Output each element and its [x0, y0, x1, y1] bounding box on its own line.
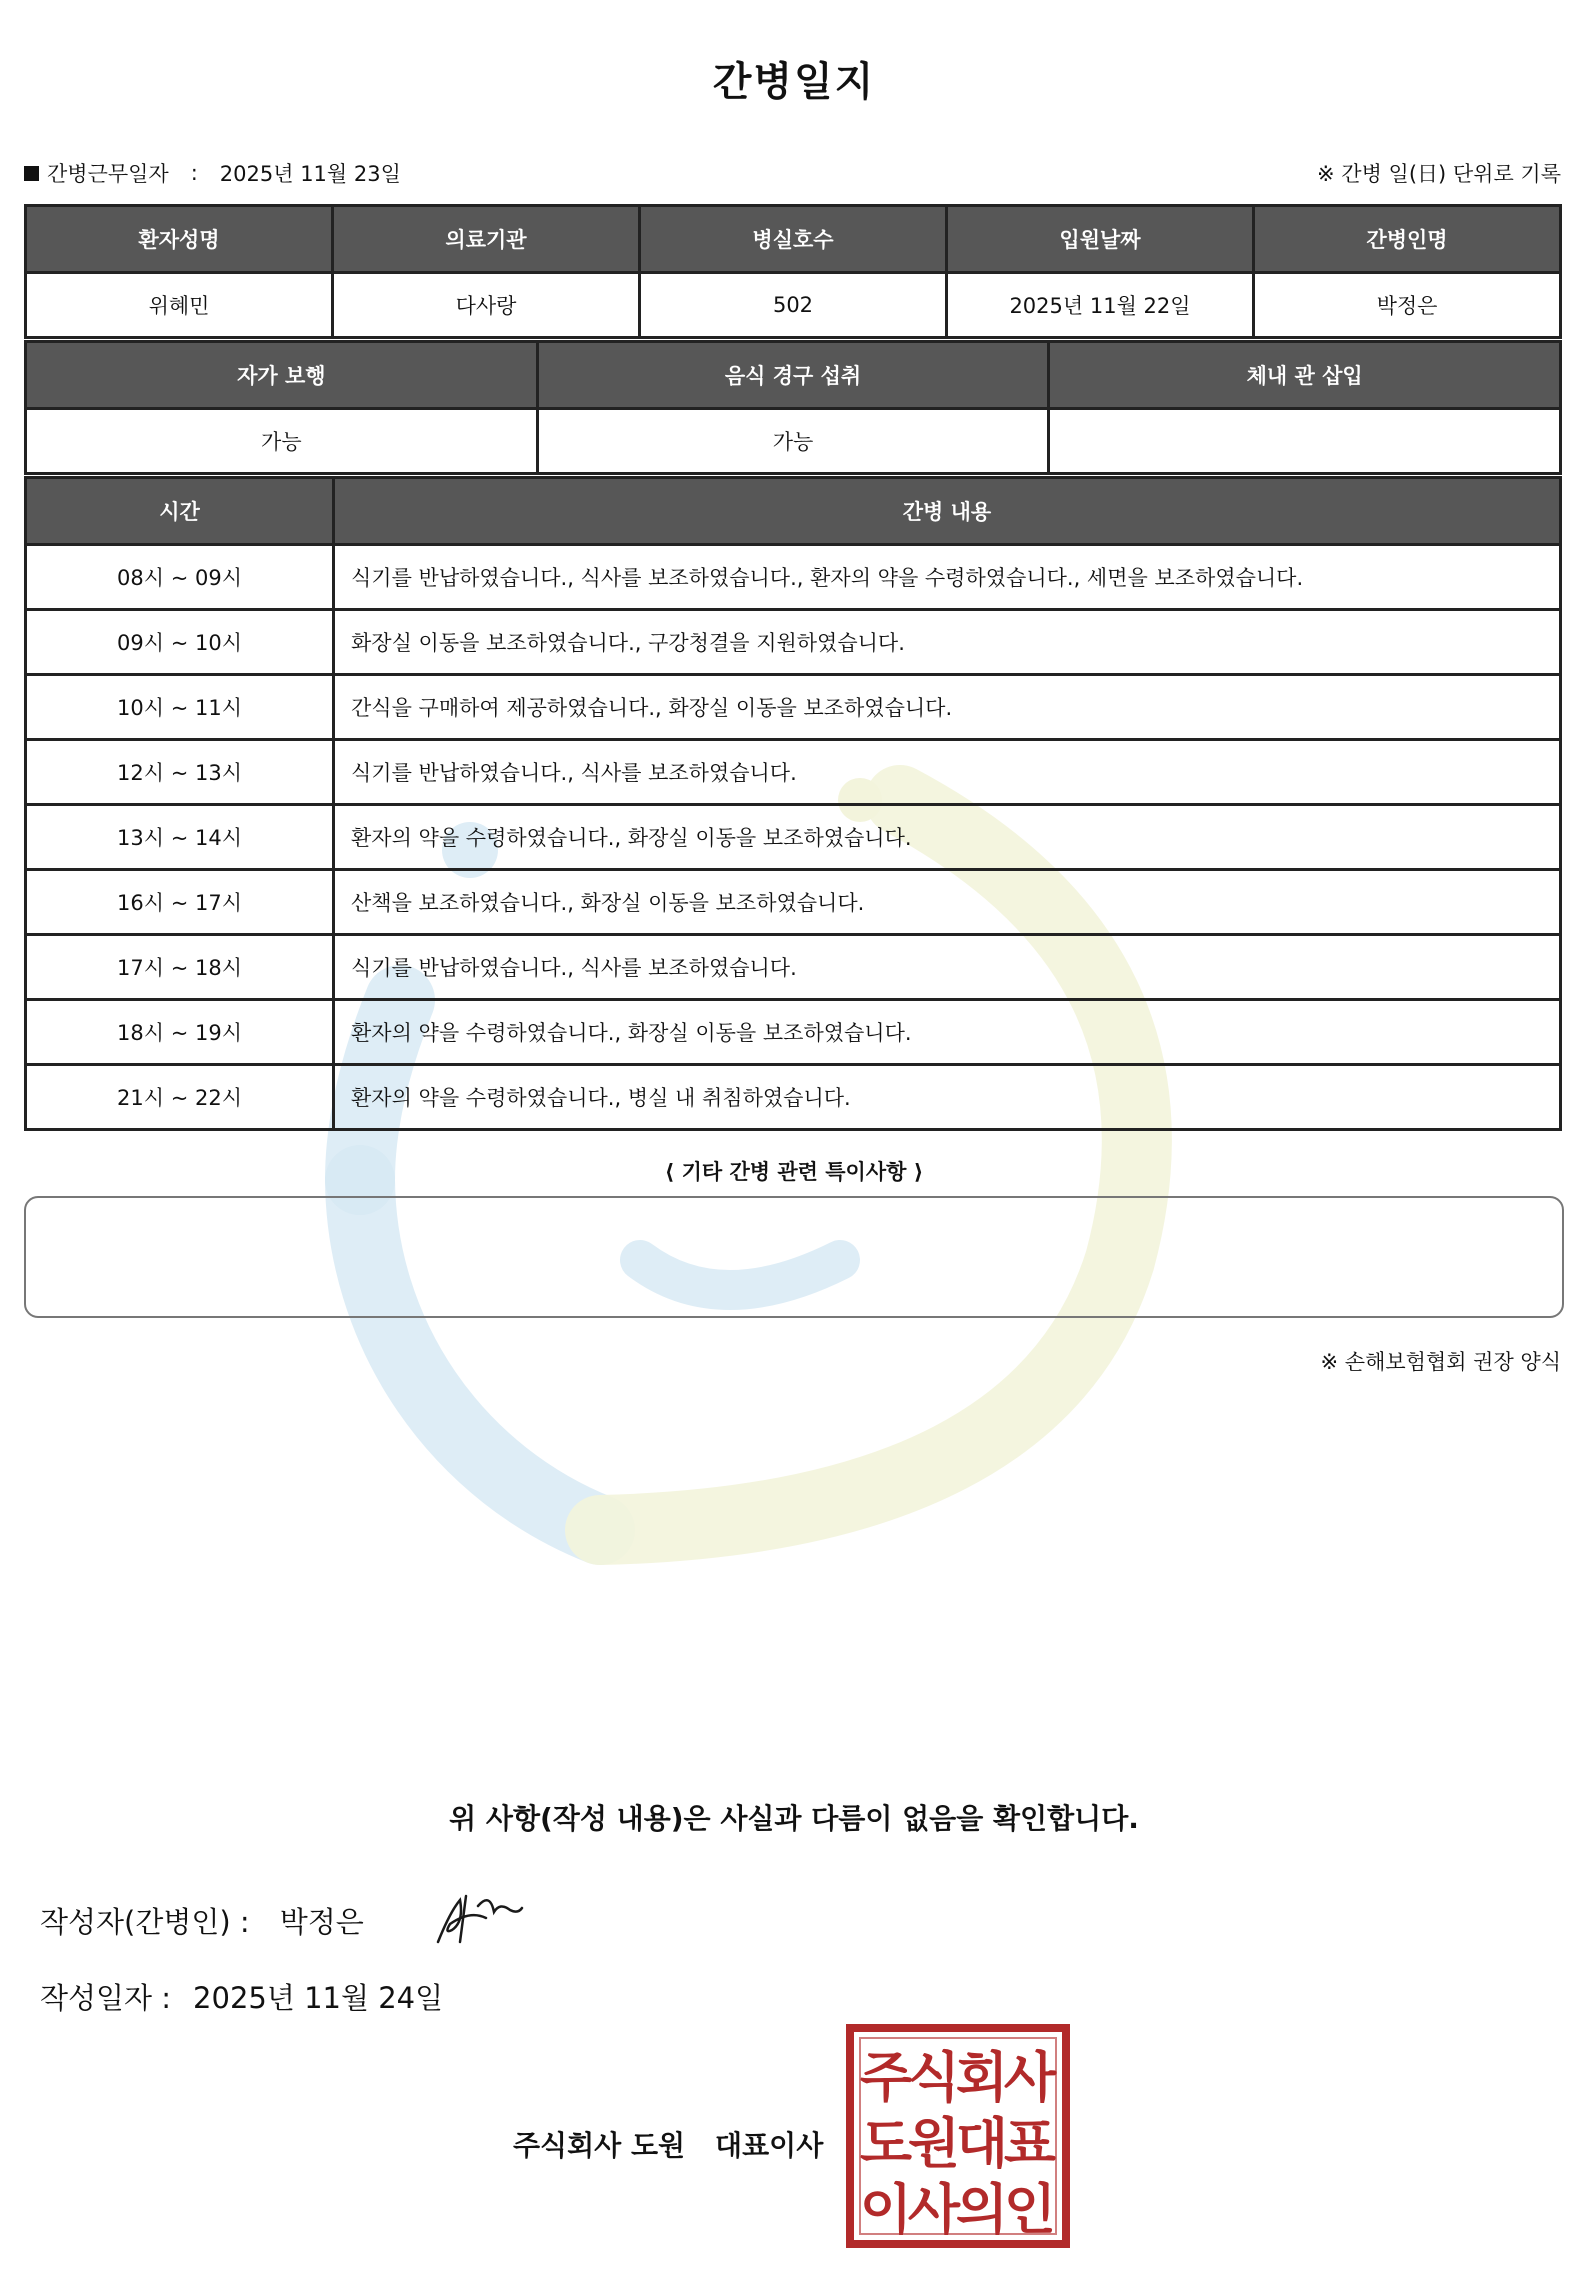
log-time: 09시 ~ 10시 — [26, 610, 334, 675]
special-notes-box — [24, 1196, 1564, 1318]
svg-text:주: 주 — [859, 2046, 913, 2109]
patient-header-row — [26, 206, 1561, 273]
svg-text:인: 인 — [1003, 2178, 1057, 2241]
table-row — [26, 805, 1561, 870]
svg-text:회: 회 — [955, 2046, 1009, 2109]
patient-status-table — [24, 340, 1562, 475]
log-time: 13시 ~ 14시 — [26, 805, 334, 870]
patient-info-table — [24, 204, 1562, 339]
work-date-line — [24, 158, 401, 188]
log-time: 12시 ~ 13시 — [26, 740, 334, 805]
room-number-value: 502 — [640, 273, 947, 338]
written-date-line — [40, 1976, 443, 2017]
svg-text:사: 사 — [907, 2178, 961, 2241]
written-date-label: 작성일자 : — [40, 1981, 172, 2015]
svg-text:대: 대 — [955, 2112, 1009, 2175]
header-patient-name: 환자성명 — [26, 206, 333, 273]
log-time: 18시 ~ 19시 — [26, 1000, 334, 1065]
confirmation-statement: 위 사항(작성 내용)은 사실과 다름이 없음을 확인합니다. — [449, 1802, 1139, 1835]
log-time: 08시 ~ 09시 — [26, 545, 334, 610]
svg-text:사: 사 — [1003, 2046, 1057, 2109]
caregiver-name-value: 박정은 — [1254, 273, 1561, 338]
patient-value-row — [26, 273, 1561, 338]
tube-insertion-value — [1049, 409, 1561, 474]
company-name: 주식회사 도원 — [513, 2129, 686, 2162]
oral-intake-value: 가능 — [537, 409, 1049, 474]
square-bullet-icon — [24, 166, 39, 181]
writer-label: 작성자(간병인) : — [40, 1905, 250, 1939]
daily-record-note: ※ 간병 일(日) 단위로 기록 — [1317, 162, 1561, 186]
work-date-value: 2025년 11월 23일 — [219, 162, 401, 186]
table-row — [26, 740, 1561, 805]
table-row — [26, 1065, 1561, 1130]
svg-text:표: 표 — [1003, 2112, 1057, 2175]
work-date-colon: : — [190, 161, 198, 185]
care-log-table — [24, 476, 1562, 1131]
table-row — [26, 870, 1561, 935]
status-header-row — [26, 342, 1561, 409]
header-care-content: 간병 내용 — [334, 478, 1561, 545]
log-header-row — [26, 478, 1561, 545]
table-row — [26, 545, 1561, 610]
header-oral-intake: 음식 경구 섭취 — [537, 342, 1049, 409]
status-value-row — [26, 409, 1561, 474]
written-date-value: 2025년 11월 24일 — [193, 1981, 444, 2015]
log-content: 환자의 약을 수령하였습니다., 화장실 이동을 보조하였습니다. — [334, 805, 1561, 870]
log-time: 17시 ~ 18시 — [26, 935, 334, 1000]
log-content: 환자의 약을 수령하였습니다., 병실 내 취침하였습니다. — [334, 1065, 1561, 1130]
header-admission-date: 입원날짜 — [947, 206, 1254, 273]
admission-date-value: 2025년 11월 22일 — [947, 273, 1254, 338]
header-caregiver-name: 간병인명 — [1254, 206, 1561, 273]
patient-name-value: 위혜민 — [26, 273, 333, 338]
svg-text:의: 의 — [955, 2178, 1009, 2241]
svg-text:원: 원 — [907, 2112, 961, 2175]
handwritten-signature — [430, 1882, 530, 1952]
hospital-value: 다사랑 — [333, 273, 640, 338]
header-self-walking: 자가 보행 — [26, 342, 538, 409]
log-content: 환자의 약을 수령하였습니다., 화장실 이동을 보조하였습니다. — [334, 1000, 1561, 1065]
special-notes-heading: ⟨ 기타 간병 관련 특이사항 ⟩ — [664, 1160, 924, 1184]
company-line — [513, 2124, 823, 2164]
table-row — [26, 610, 1561, 675]
page-title: 간병일지 — [712, 59, 876, 105]
table-row — [26, 1000, 1561, 1065]
log-time: 10시 ~ 11시 — [26, 675, 334, 740]
association-form-note: ※ 손해보험협회 권장 양식 — [1320, 1350, 1561, 1374]
svg-text:식: 식 — [907, 2046, 961, 2109]
log-content: 산책을 보조하였습니다., 화장실 이동을 보조하였습니다. — [334, 870, 1561, 935]
ceo-title: 대표이사 — [715, 2129, 824, 2162]
svg-text:이: 이 — [859, 2178, 913, 2241]
log-time: 21시 ~ 22시 — [26, 1065, 334, 1130]
log-content: 식기를 반납하였습니다., 식사를 보조하였습니다. — [334, 740, 1561, 805]
table-row — [26, 935, 1561, 1000]
company-seal-stamp — [846, 2024, 1070, 2248]
log-time: 16시 ~ 17시 — [26, 870, 334, 935]
header-time: 시간 — [26, 478, 334, 545]
header-tube-insertion: 체내 관 삽입 — [1049, 342, 1561, 409]
log-content: 식기를 반납하였습니다., 식사를 보조하였습니다., 환자의 약을 수령하였습니다., 세면을 보조하였습니다. — [334, 545, 1561, 610]
header-room-number: 병실호수 — [640, 206, 947, 273]
work-date-label: 간병근무일자 — [47, 162, 169, 186]
writer-line — [40, 1900, 364, 1941]
svg-text:도: 도 — [859, 2112, 913, 2175]
log-content: 식기를 반납하였습니다., 식사를 보조하였습니다. — [334, 935, 1561, 1000]
header-hospital: 의료기관 — [333, 206, 640, 273]
table-row — [26, 675, 1561, 740]
log-content: 화장실 이동을 보조하였습니다., 구강청결을 지원하였습니다. — [334, 610, 1561, 675]
log-content: 간식을 구매하여 제공하였습니다., 화장실 이동을 보조하였습니다. — [334, 675, 1561, 740]
self-walking-value: 가능 — [26, 409, 538, 474]
writer-name: 박정은 — [279, 1905, 364, 1939]
